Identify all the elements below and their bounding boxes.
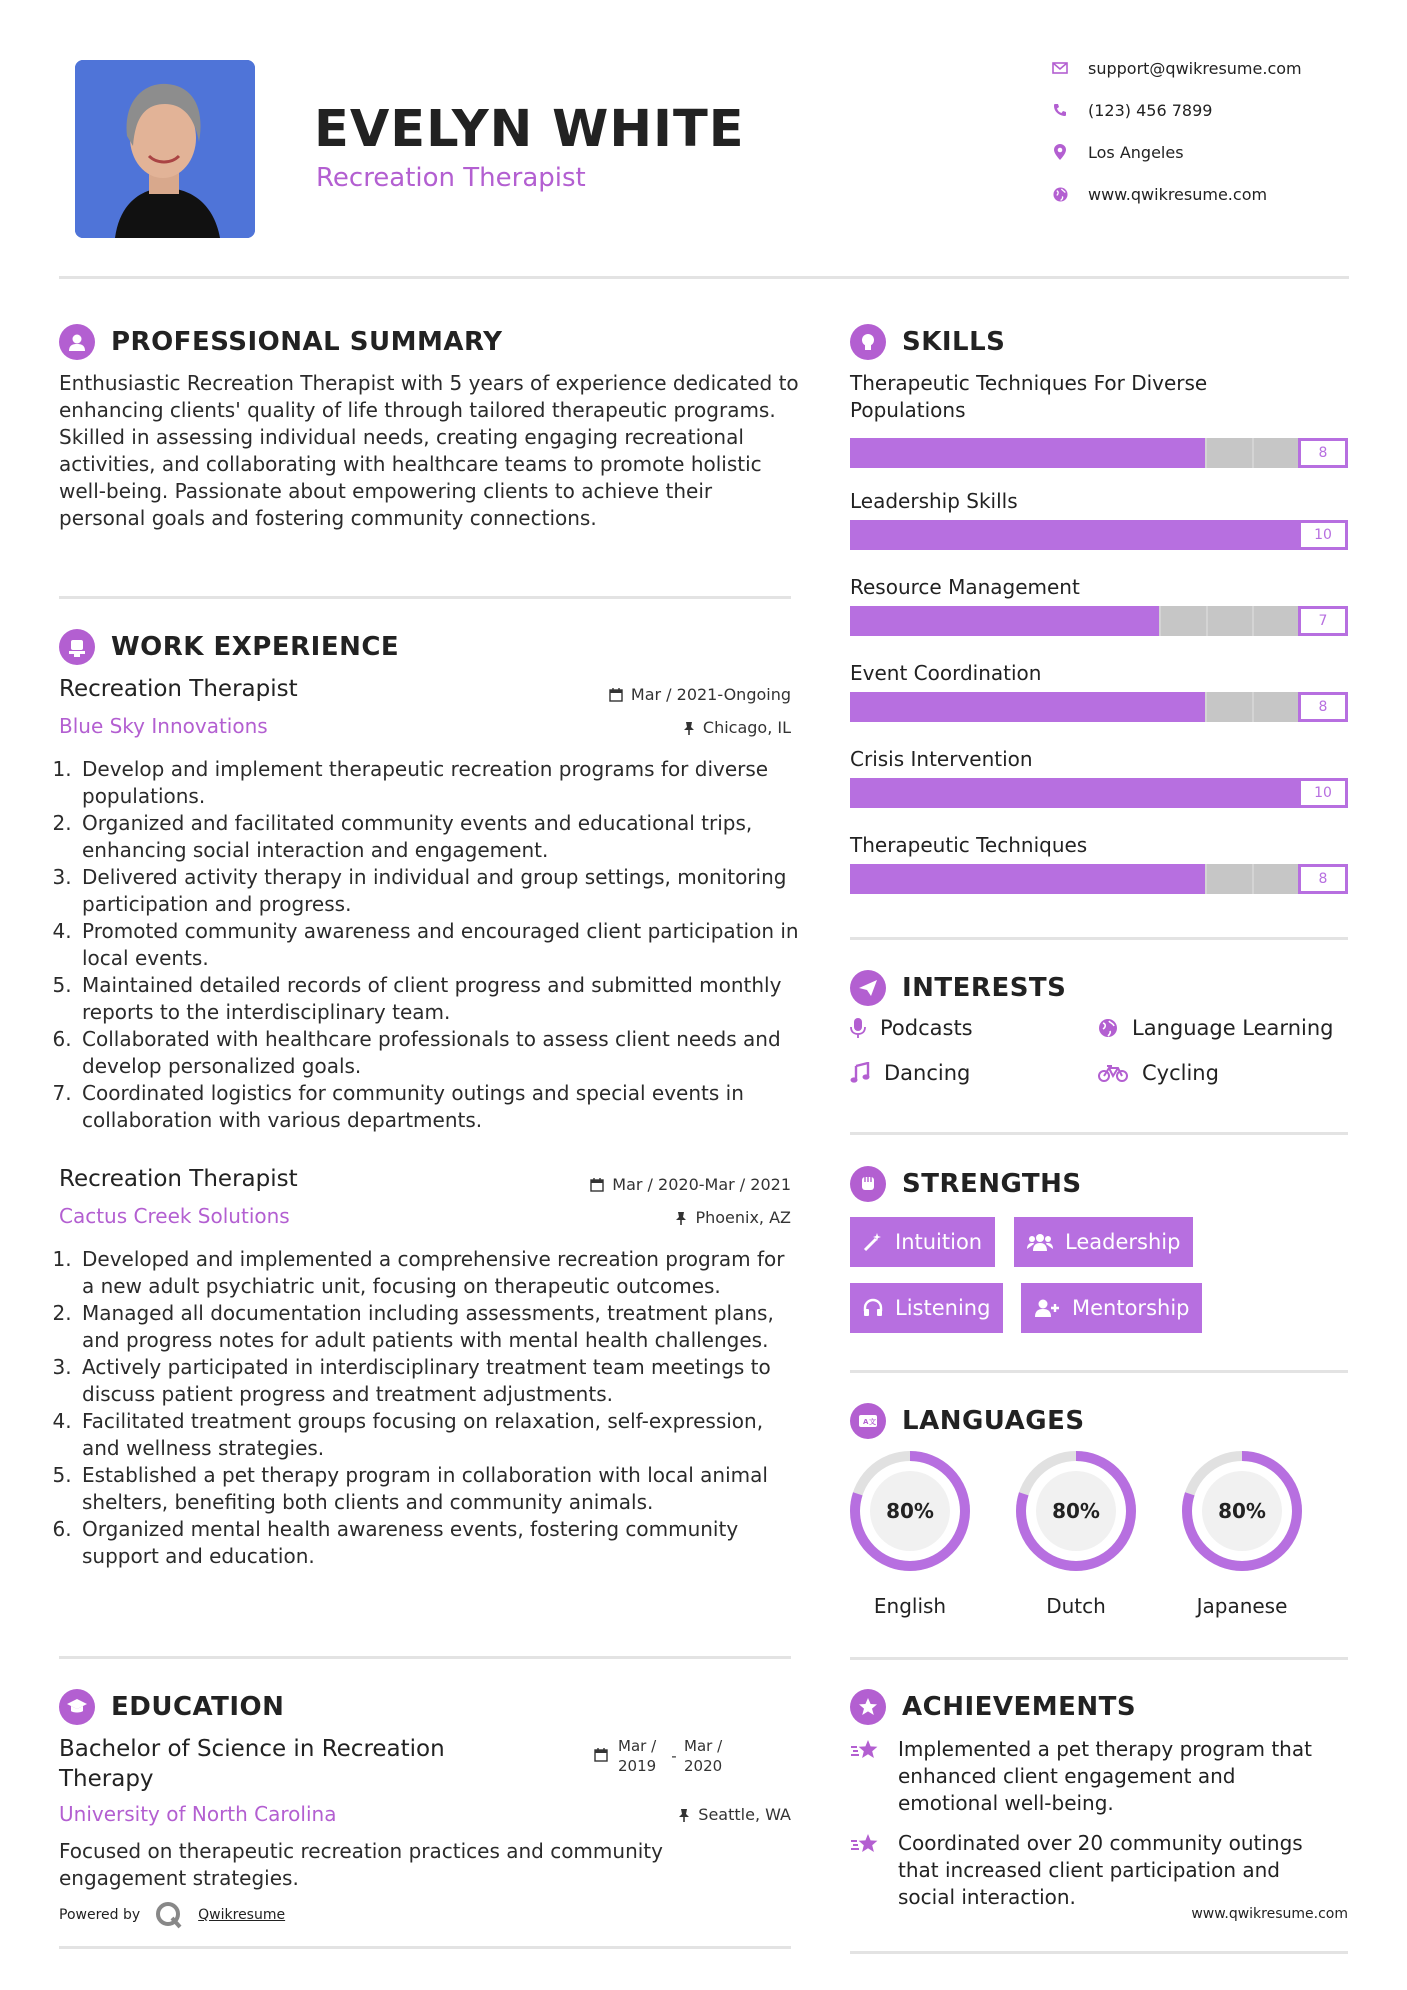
skill-bar (850, 778, 1348, 808)
star-icon (850, 1832, 882, 1858)
date-separator: - (671, 1747, 677, 1765)
interest-language-learning-label: Language Learning (1132, 1016, 1334, 1040)
language-name: English (873, 1594, 947, 1618)
job-2-company: Cactus Creek Solutions (59, 1204, 290, 1228)
location-pin-icon (1050, 142, 1070, 162)
pin-icon (683, 721, 695, 735)
skill-bar-filled-segment (1074, 520, 1119, 550)
education-dates (594, 1736, 730, 1776)
skill-name: Therapeutic Techniques (850, 833, 1088, 857)
skill-bar-filled-segment (939, 692, 983, 722)
skill-bar-filled-segment (1119, 778, 1164, 808)
lightbulb-icon (850, 324, 886, 360)
work-heading (59, 629, 399, 665)
skills-heading (850, 324, 1005, 360)
interest-dancing (850, 1061, 970, 1085)
skill-level-badge: 8 (1298, 438, 1348, 468)
education-location (520, 1805, 791, 1824)
contact-phone[interactable] (1050, 100, 1212, 120)
contact-website-text: www.qwikresume.com (1088, 184, 1268, 204)
languages-heading (850, 1403, 1085, 1439)
duty-item: 2. Managed all documentation including assessments, treatment plans, and progress notes for adult patients with mental health challenges. (78, 1300, 799, 1354)
skill-bar-filled-segment (938, 606, 982, 636)
language-ring (840, 1446, 980, 1576)
skill-bar-empty-segment (1252, 438, 1298, 468)
headphones-icon (863, 1298, 883, 1318)
fist-icon (850, 1166, 886, 1202)
music-note-icon (850, 1062, 870, 1084)
job-1-company: Blue Sky Innovations (59, 714, 268, 738)
skill-bar-filled-segment (1253, 778, 1298, 808)
skill-level-badge: 7 (1298, 606, 1348, 636)
skill-bar-filled-segment (1074, 778, 1119, 808)
job-2-dates-text: Mar / 2020-Mar / 2021 (612, 1175, 791, 1194)
job-2-location-text: Phoenix, AZ (695, 1208, 791, 1227)
skill-bar-empty-segment (1205, 692, 1251, 722)
skill-bar (850, 520, 1348, 550)
duty-item: 1. Develop and implement therapeutic recreation programs for diverse populations. (78, 756, 799, 810)
skill-bar-filled-segment (1161, 692, 1205, 722)
job-1-title: Recreation Therapist (59, 676, 298, 702)
skill-bar-empty-segment (1252, 606, 1298, 636)
globe-icon (1098, 1018, 1118, 1038)
summary-text: Enthusiastic Recreation Therapist with 5 years of experience dedicated to enhancing clients' quality of life through tailored therapeutic programs. Skilled in assessing individual needs, creating engaging recreational activities, and collaborating with healthcare teams to promote holistic well-being. Passionate about empowering clients to achieve their personal goals and fostering community connections. (59, 371, 799, 530)
education-degree: Bachelor of Science in Recreation Therapy (59, 1736, 445, 1792)
calendar-icon (590, 1178, 604, 1192)
skill-bar-filled-segment (1028, 692, 1072, 722)
job-2-title: Recreation Therapist (59, 1166, 298, 1192)
job-1-location-text: Chicago, IL (702, 718, 791, 737)
user-icon (59, 324, 95, 360)
skill-bar-filled-segment (850, 692, 894, 722)
skill-bar-filled-segment (1071, 606, 1115, 636)
strengths-heading (850, 1166, 1082, 1202)
achievement-text: Coordinated over 20 community outings that increased client participation and social interaction. (898, 1831, 1303, 1909)
achievement-item (850, 1830, 1340, 1911)
skills-divider (850, 937, 1348, 940)
duty-item: 6. Organized mental health awareness events, fostering community support and education. (78, 1516, 799, 1570)
graduation-cap-icon (59, 1689, 95, 1725)
skill-bar-filled-segment (1119, 520, 1164, 550)
skill-bar-filled-segment (983, 692, 1027, 722)
skill-bar-track (850, 778, 1298, 808)
skill-bar-filled-segment (1027, 606, 1071, 636)
interests-heading (850, 970, 1066, 1006)
skill-bar-filled-segment (1028, 438, 1072, 468)
job-1-location (520, 718, 791, 737)
duty-item: 7. Coordinated logistics for community outings and special events in collaboration with various departments. (78, 1080, 799, 1134)
interest-dancing-label: Dancing (884, 1061, 971, 1085)
powered-by-brand-link[interactable]: Qwikresume (198, 1907, 286, 1923)
achievement-item (850, 1736, 1340, 1817)
skill-bar-filled-segment (983, 606, 1027, 636)
skill-bar-filled-segment (939, 438, 983, 468)
skill-bar-filled-segment (1072, 692, 1116, 722)
skill-level-badge: 8 (1298, 864, 1348, 894)
work-title: WORK EXPERIENCE (111, 632, 400, 662)
contact-phone-text: (123) 456 7899 (1088, 100, 1213, 120)
briefcase-icon (59, 629, 95, 665)
skill-bar-filled-segment (1028, 864, 1072, 894)
skill-bar (850, 864, 1348, 894)
qwikresume-logo-icon (154, 1900, 184, 1930)
strength-mentorship (1021, 1283, 1202, 1333)
skill-bar-filled-segment (1208, 520, 1253, 550)
job-2-dates (520, 1175, 791, 1194)
skill-bar-filled-segment (983, 438, 1027, 468)
job-1-duties (59, 756, 799, 1134)
strength-listening (850, 1283, 1003, 1333)
skill-bar-filled-segment (894, 438, 938, 468)
skill-bar-filled-segment (939, 864, 983, 894)
bicycle-icon (1098, 1063, 1128, 1083)
profile-photo (75, 60, 255, 238)
skill-bar-filled-segment (940, 520, 985, 550)
skill-bar (850, 692, 1348, 722)
language-ring (1006, 1446, 1146, 1576)
powered-by-label: Powered by (59, 1907, 141, 1923)
skill-bar-filled-segment (1072, 864, 1116, 894)
skill-bar-filled-segment (940, 778, 985, 808)
skill-bar-track (850, 438, 1298, 468)
interest-cycling-label: Cycling (1142, 1061, 1219, 1085)
skill-bar-filled-segment (850, 606, 894, 636)
interests-divider (850, 1132, 1348, 1135)
skill-bar-filled-segment (1116, 692, 1160, 722)
users-icon (1027, 1232, 1053, 1252)
skill-bar-empty-segment (1252, 864, 1298, 894)
contact-website[interactable] (1050, 184, 1267, 204)
language-name: Dutch (1046, 1594, 1106, 1618)
duty-item: 5. Maintained detailed records of client progress and submitted monthly reports to the interdisciplinary team. (78, 972, 799, 1026)
skill-bar-filled-segment (850, 438, 894, 468)
skill-bar-filled-segment (1164, 520, 1209, 550)
user-plus-icon (1034, 1298, 1060, 1318)
work-divider (59, 1656, 791, 1659)
interest-language-learning (1098, 1016, 1333, 1040)
achievements-divider (850, 1951, 1348, 1954)
skill-bar-filled-segment (1115, 606, 1159, 636)
skill-bar-filled-segment (984, 778, 1029, 808)
strength-intuition (850, 1217, 995, 1267)
skill-level-badge: 10 (1298, 778, 1348, 808)
strength-listening-label: Listening (895, 1296, 991, 1320)
duty-item: 4. Promoted community awareness and encouraged client participation in local events. (78, 918, 799, 972)
interest-cycling (1098, 1061, 1219, 1085)
skill-name: Resource Management (850, 575, 1080, 599)
phone-icon (1050, 100, 1070, 120)
education-start: Mar / 2019 (618, 1737, 657, 1775)
pin-icon (678, 1808, 690, 1822)
contact-location-text: Los Angeles (1088, 142, 1184, 162)
skill-bar-empty-segment (1159, 606, 1205, 636)
interest-podcasts-label: Podcasts (880, 1016, 973, 1040)
candidate-name: EVELYN WHITE (314, 100, 745, 159)
skill-bar-empty-segment (1205, 438, 1251, 468)
language-card-icon (850, 1403, 886, 1439)
education-description: Focused on therapeutic recreation practices and community engagement strategies. (59, 1839, 663, 1890)
skill-bar-filled-segment (895, 778, 940, 808)
skill-bar-empty-segment (1252, 692, 1298, 722)
mail-icon (1050, 58, 1070, 78)
skill-bar-filled-segment (1161, 864, 1205, 894)
duty-item: 3. Actively participated in interdisciplinary treatment team meetings to discuss patient progress and treatment adjustments. (78, 1354, 799, 1408)
skill-bar-track (850, 606, 1298, 636)
language-percent: 80% (1052, 1499, 1100, 1523)
duty-item: 3. Delivered activity therapy in individual and group settings, monitoring participation and progress. (78, 864, 799, 918)
strengths-divider (850, 1370, 1348, 1373)
skills-title: SKILLS (902, 327, 1006, 357)
achievements-heading (850, 1689, 1136, 1725)
skill-bar-empty-segment (1205, 864, 1251, 894)
contact-email-text: support@qwikresume.com (1088, 58, 1302, 78)
skill-bar-filled-segment (894, 864, 938, 894)
skill-bar-filled-segment (895, 520, 940, 550)
education-heading (59, 1689, 284, 1725)
interest-podcasts (850, 1016, 973, 1040)
skill-bar-filled-segment (1116, 864, 1160, 894)
skill-bar-filled-segment (1072, 438, 1116, 468)
skill-bar-filled-segment (850, 520, 895, 550)
skill-bar-filled-segment (1116, 438, 1160, 468)
powered-by (59, 1900, 285, 1930)
duty-item: 2. Organized and facilitated community events and educational trips, enhancing social interaction and engagement. (78, 810, 799, 864)
calendar-icon (609, 688, 623, 702)
skill-name: Therapeutic Techniques For Diverse Populations (850, 371, 1208, 422)
skill-name: Event Coordination (850, 661, 1042, 685)
skill-bar-filled-segment (850, 778, 895, 808)
skill-bar-filled-segment (894, 692, 938, 722)
skill-bar-filled-segment (1029, 520, 1074, 550)
skill-bar-empty-segment (1206, 606, 1252, 636)
skill-bar-filled-segment (1208, 778, 1253, 808)
interests-title: INTERESTS (902, 973, 1067, 1003)
achievements-title: ACHIEVEMENTS (902, 1692, 1137, 1722)
strength-mentorship-label: Mentorship (1072, 1296, 1190, 1320)
star-icon (850, 1738, 882, 1764)
skill-bar-filled-segment (894, 606, 938, 636)
languages-divider (850, 1657, 1348, 1660)
duty-item: 5. Established a pet therapy program in collaboration with local animal shelters, benefiting both clients and community animals. (78, 1462, 799, 1516)
skill-bar-filled-segment (983, 864, 1027, 894)
svg-text:文: 文 (869, 1418, 877, 1426)
language-item (1172, 1446, 1312, 1618)
strength-leadership-label: Leadership (1065, 1230, 1181, 1254)
education-divider (59, 1946, 791, 1949)
skill-bar (850, 438, 1348, 468)
language-percent: 80% (1218, 1499, 1266, 1523)
languages-title: LANGUAGES (902, 1406, 1085, 1436)
duty-item: 1. Developed and implemented a comprehensive recreation program for a new adult psychiatric unit, focusing on therapeutic outcomes. (78, 1246, 799, 1300)
skill-bar-track (850, 692, 1298, 722)
duty-item: 6. Collaborated with healthcare professionals to assess client needs and develop personalized goals. (78, 1026, 799, 1080)
skill-bar-track (850, 864, 1298, 894)
job-2-duties (59, 1246, 799, 1570)
summary-divider (59, 596, 791, 599)
skill-bar-filled-segment (1164, 778, 1209, 808)
education-location-text: Seattle, WA (698, 1805, 791, 1824)
contact-location (1050, 142, 1184, 162)
summary-heading (59, 324, 502, 360)
skill-name: Leadership Skills (850, 489, 1018, 513)
header-divider (59, 276, 1349, 279)
contact-email[interactable] (1050, 58, 1302, 78)
job-2-location (520, 1208, 791, 1227)
languages-list (840, 1446, 1350, 1626)
language-ring (1172, 1446, 1312, 1576)
strengths-title: STRENGTHS (902, 1169, 1082, 1199)
education-school: University of North Carolina (59, 1802, 337, 1826)
language-name: Japanese (1196, 1594, 1288, 1618)
duty-item: 4. Facilitated treatment groups focusing on relaxation, self-expression, and wellness strategies. (78, 1408, 799, 1462)
language-percent: 80% (886, 1499, 934, 1523)
footer-website[interactable]: www.qwikresume.com (1191, 1906, 1348, 1922)
calendar-icon (594, 1748, 608, 1762)
magic-wand-icon (863, 1232, 883, 1252)
candidate-role: Recreation Therapist (316, 163, 586, 193)
skill-level-badge: 8 (1298, 692, 1348, 722)
pin-icon (675, 1211, 687, 1225)
skill-name: Crisis Intervention (850, 747, 1033, 771)
star-badge-icon (850, 1689, 886, 1725)
strength-leadership (1014, 1217, 1193, 1267)
job-1-dates (520, 685, 791, 704)
skill-level-badge: 10 (1298, 520, 1348, 550)
language-item (840, 1446, 980, 1618)
skill-bar-filled-segment (984, 520, 1029, 550)
job-1-dates-text: Mar / 2021-Ongoing (630, 685, 791, 704)
skill-bar-filled-segment (850, 864, 894, 894)
paper-plane-icon (850, 970, 886, 1006)
svg-text:A: A (863, 1418, 869, 1426)
education-end: Mar / 2020 (684, 1737, 723, 1775)
language-item (1006, 1446, 1146, 1618)
summary-title: PROFESSIONAL SUMMARY (111, 327, 503, 357)
skill-bar (850, 606, 1348, 636)
globe-icon (1050, 184, 1070, 204)
skill-bar-filled-segment (1161, 438, 1205, 468)
skill-bar-track (850, 520, 1298, 550)
education-title: EDUCATION (111, 1692, 285, 1722)
skill-bar-filled-segment (1253, 520, 1298, 550)
microphone-icon (850, 1017, 866, 1039)
achievement-text: Implemented a pet therapy program that enhanced client engagement and emotional well-being. (898, 1737, 1312, 1815)
skill-bar-filled-segment (1029, 778, 1074, 808)
strength-intuition-label: Intuition (895, 1230, 983, 1254)
